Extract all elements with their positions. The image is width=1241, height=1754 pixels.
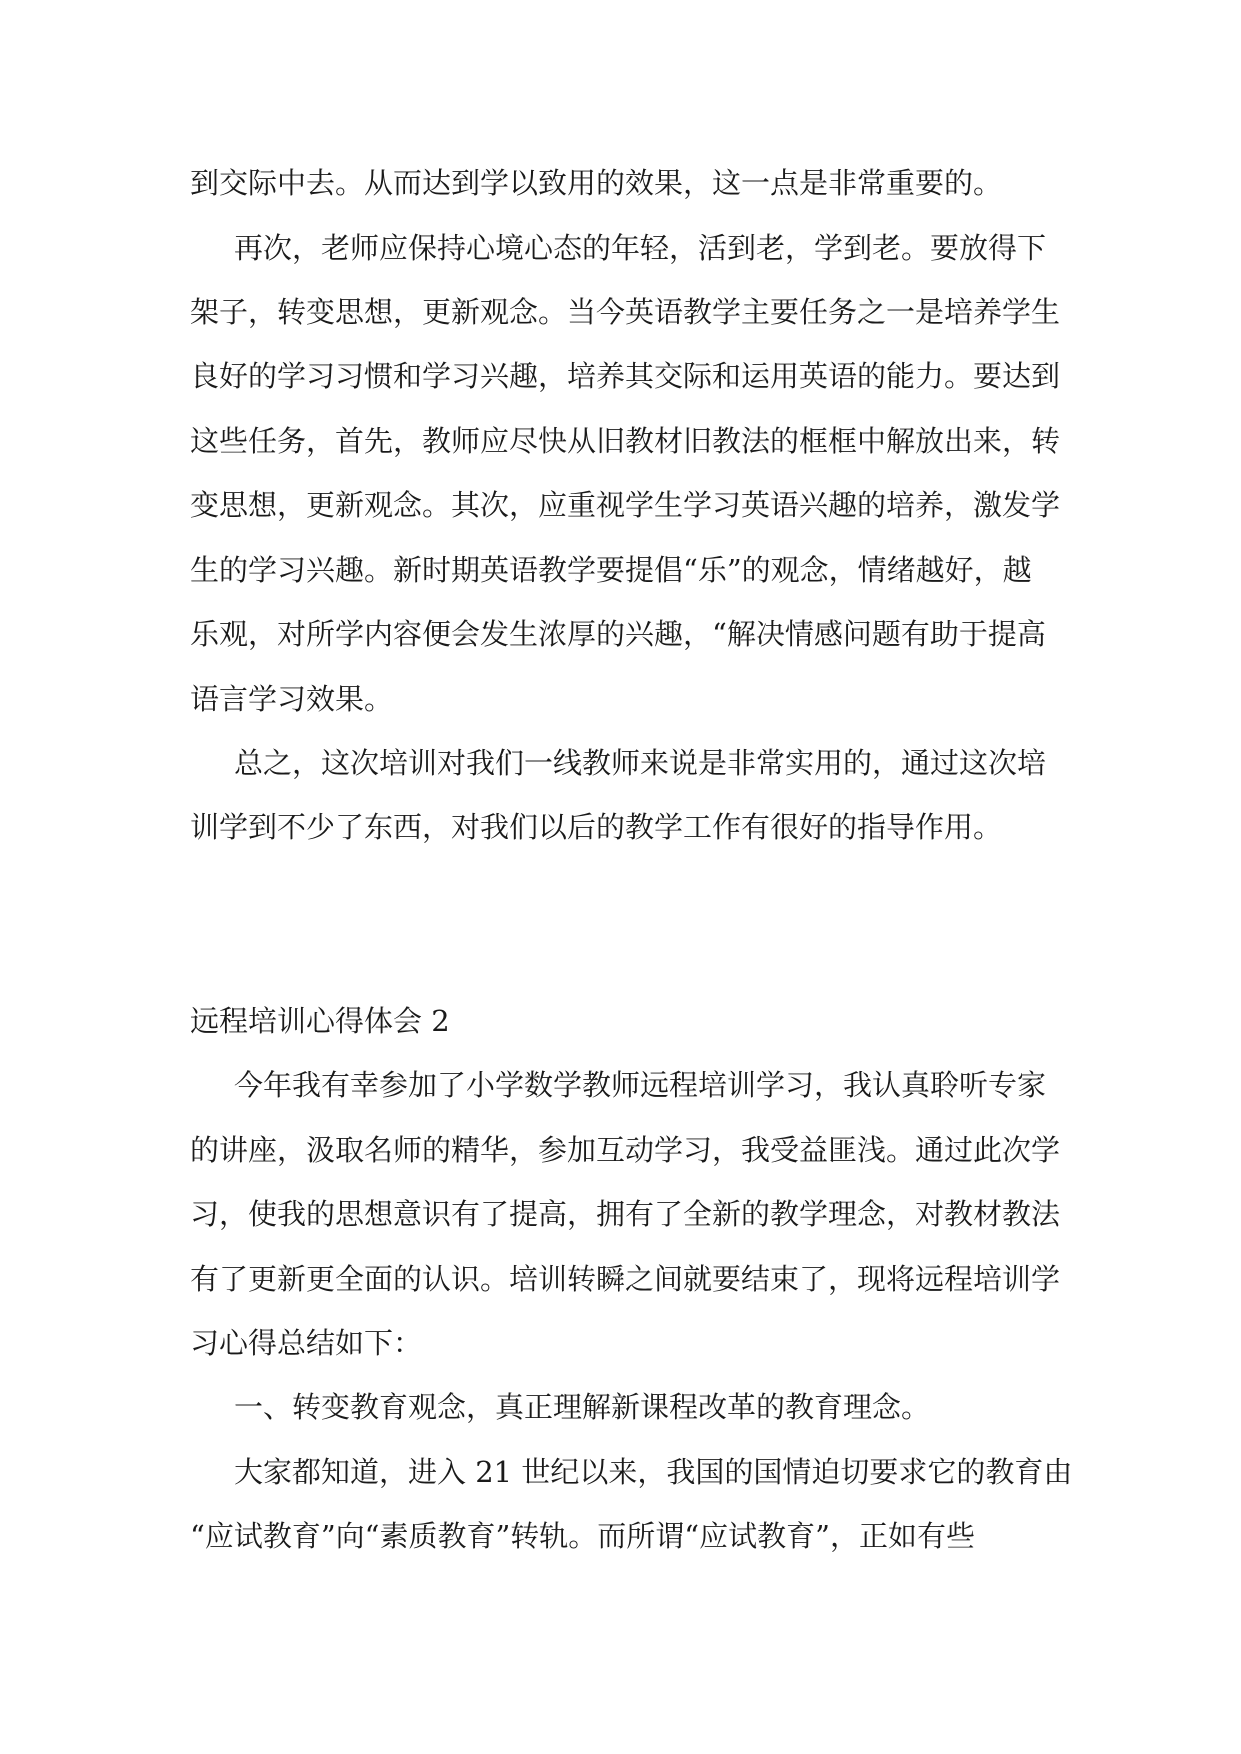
paragraph-line: 到交际中去。从而达到学以致用的效果，这一点是非常重要的。 xyxy=(190,166,1003,200)
paragraph-line: 再次，老师应保持心境心态的年轻，活到老，学到老。要放得下 xyxy=(234,231,1047,265)
paragraph-line: 一、转变教育观念，真正理解新课程改革的教育理念。 xyxy=(234,1390,931,1424)
paragraph-line: 语言学习效果。 xyxy=(190,682,394,716)
paragraph-line: 生的学习兴趣。新时期英语教学要提倡“乐”的观念，情绪越好，越 xyxy=(190,553,1032,587)
paragraph-line: 训学到不少了东西，对我们以后的教学工作有很好的指导作用。 xyxy=(190,810,1003,844)
paragraph-line: “应试教育”向“素质教育”转轨。而所谓“应试教育”，正如有些 xyxy=(190,1519,975,1553)
paragraph-line: 习心得总结如下： xyxy=(190,1326,423,1360)
paragraph-line: 架子，转变思想，更新观念。当今英语教学主要任务之一是培养学生 xyxy=(190,295,1061,329)
paragraph-line: 今年我有幸参加了小学数学教师远程培训学习，我认真聆听专家 xyxy=(234,1068,1047,1102)
paragraph-line: 大家都知道，进入 21 世纪以来，我国的国情迫切要求它的教育由 xyxy=(234,1455,1073,1489)
paragraph-line: 习，使我的思想意识有了提高，拥有了全新的教学理念，对教材教法 xyxy=(190,1197,1061,1231)
paragraph-line: 变思想，更新观念。其次，应重视学生学习英语兴趣的培养，激发学 xyxy=(190,488,1061,522)
paragraph-line: 良好的学习习惯和学习兴趣，培养其交际和运用英语的能力。要达到 xyxy=(190,359,1061,393)
paragraph-line: 有了更新更全面的认识。培训转瞬之间就要结束了，现将远程培训学 xyxy=(190,1262,1061,1296)
paragraph-line: 乐观，对所学内容便会发生浓厚的兴趣，“解决情感问题有助于提高 xyxy=(190,617,1046,651)
paragraph-line: 的讲座，汲取名师的精华，参加互动学习，我受益匪浅。通过此次学 xyxy=(190,1133,1061,1167)
paragraph-line: 这些任务，首先，教师应尽快从旧教材旧教法的框框中解放出来，转 xyxy=(190,424,1061,458)
section-title: 远程培训心得体会 2 xyxy=(190,1004,450,1038)
paragraph-line: 总之，这次培训对我们一线教师来说是非常实用的，通过这次培 xyxy=(234,746,1047,780)
